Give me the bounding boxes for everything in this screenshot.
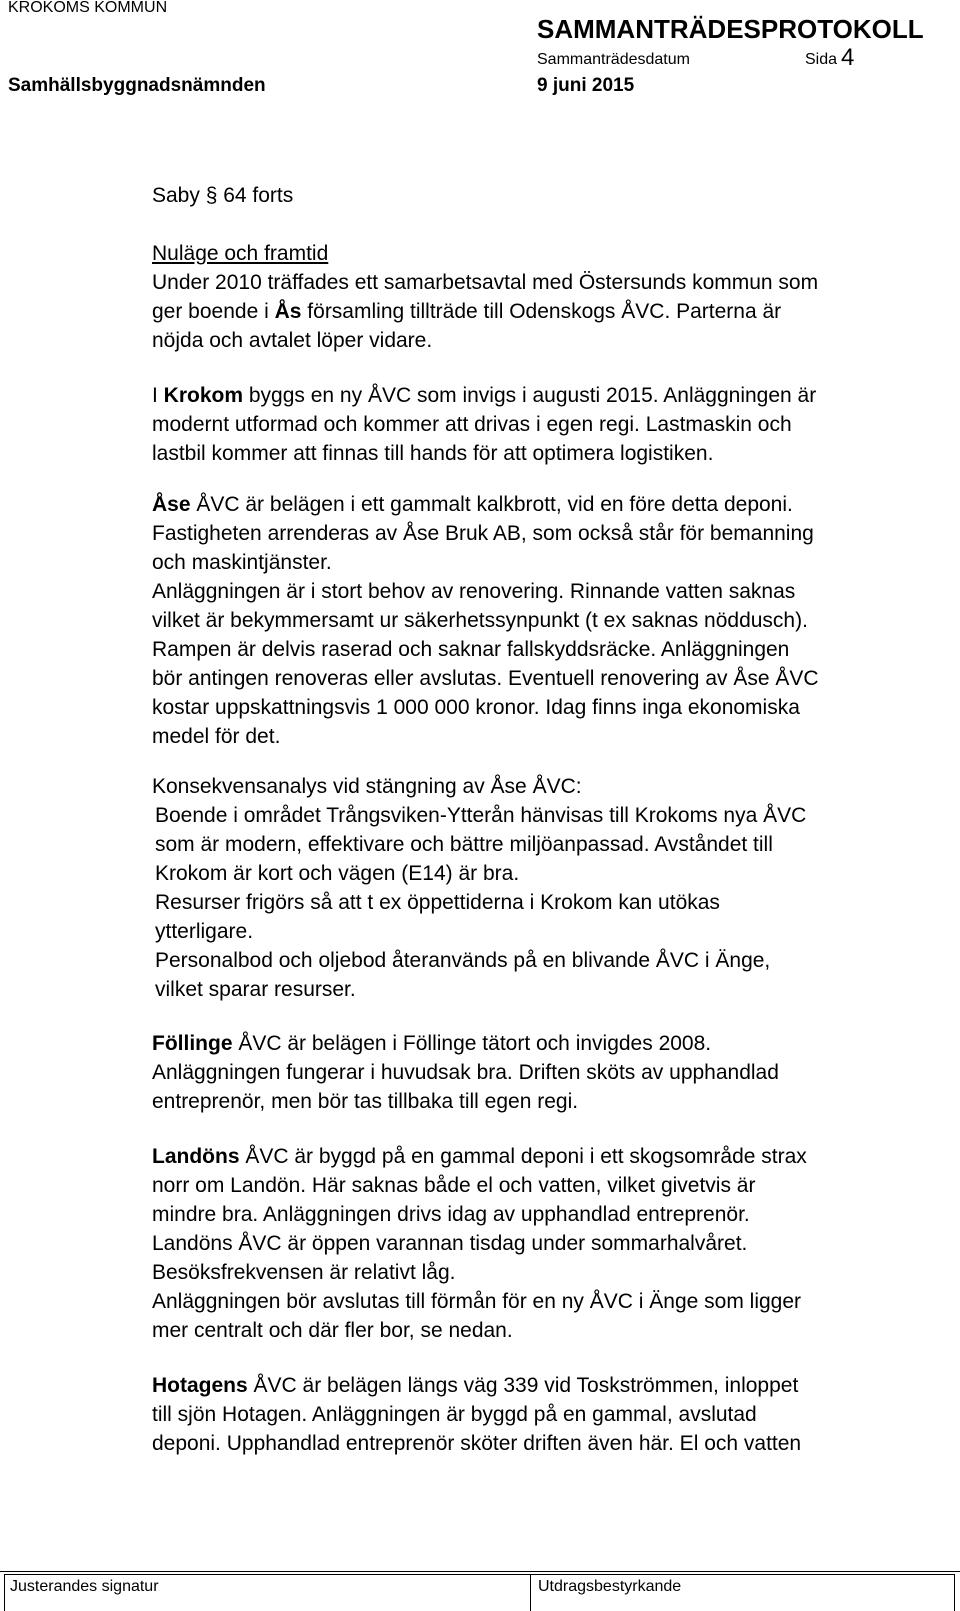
text-line: nöjda och avtalet löper vidare. bbox=[152, 329, 433, 352]
extract-certification-label: Utdragsbestyrkande bbox=[538, 1578, 682, 1595]
text-line: Resurser frigörs så att t ex öppettiderna i Krokom kan utökas bbox=[155, 891, 720, 914]
text-line: till sjön Hotagen. Anläggningen är byggd på en gammal, avslutad bbox=[152, 1403, 757, 1426]
text-line: kostar uppskattningsvis 1 000 000 kronor. Idag finns inga ekonomiska bbox=[152, 696, 800, 719]
text-line: Anläggningen fungerar i huvudsak bra. Driften sköts av upphandlad bbox=[152, 1061, 779, 1084]
text-line: Under 2010 träffades ett samarbetsavtal med Östersunds kommun som bbox=[152, 271, 819, 294]
footer-column-divider bbox=[530, 1574, 531, 1611]
subheading: Nuläge och framtid bbox=[152, 242, 329, 265]
text-line: medel för det. bbox=[152, 725, 281, 748]
text-line: Krokom är kort och vägen (E14) är bra. bbox=[155, 862, 520, 885]
text-line: lastbil kommer att finnas till hands för att optimera logistiken. bbox=[152, 442, 714, 465]
text-line: Besöksfrekvensen är relativt låg. bbox=[152, 1261, 456, 1284]
text-line: mer centralt och där fler bor, se nedan. bbox=[152, 1319, 513, 1342]
text-line: modernt utformad och kommer att drivas i egen regi. Lastmaskin och bbox=[152, 413, 792, 436]
committee-name: Samhällsbyggnadsnämnden bbox=[8, 75, 266, 96]
text-line: Anläggningen är i stort behov av renovering. Rinnande vatten saknas bbox=[152, 580, 796, 603]
analysis-heading: Konsekvensanalys vid stängning av Åse ÅVC: bbox=[152, 775, 582, 798]
text-line: I Krokom byggs en ny ÅVC som invigs i augusti 2015. Anläggningen är bbox=[152, 384, 817, 407]
text-line: vilket är bekymmersamt ur säkerhetssynpunkt (t ex saknas nöddusch). bbox=[152, 609, 808, 632]
text-line: Boende i området Trångsviken-Ytterån hänvisas till Krokoms nya ÅVC bbox=[155, 804, 807, 827]
page-label: Sida bbox=[805, 51, 838, 68]
text-line: entreprenör, men bör tas tillbaka till egen regi. bbox=[152, 1090, 579, 1113]
signature-label: Justerandes signatur bbox=[10, 1578, 159, 1595]
text-line: och maskintjänster. bbox=[152, 551, 332, 574]
footer-divider bbox=[0, 1571, 960, 1572]
text-line: Personalbod och oljebod återanvänds på en blivande ÅVC i Änge, bbox=[155, 949, 771, 972]
text-line: norr om Landön. Här saknas både el och vatten, vilket givetvis är bbox=[152, 1174, 756, 1197]
meeting-date: 9 juni 2015 bbox=[537, 75, 635, 96]
text-line: Landöns ÅVC är byggd på en gammal deponi i ett skogsområde strax bbox=[152, 1145, 807, 1168]
organisation-name: KROKOMS KOMMUN bbox=[8, 0, 168, 16]
document-type: SAMMANTRÄDESPROTOKOLL bbox=[537, 14, 924, 44]
text-line: som är modern, effektivare och bättre miljöanpassad. Avståndet till bbox=[155, 833, 773, 856]
section-title: Saby § 64 forts bbox=[152, 184, 294, 207]
text-line: ger boende i Ås församling tillträde till Odenskogs ÅVC. Parterna är bbox=[152, 300, 782, 323]
text-line: Anläggningen bör avslutas till förmån för en ny ÅVC i Änge som ligger bbox=[152, 1290, 802, 1313]
text-line: deponi. Upphandlad entreprenör sköter driften även här. El och vatten bbox=[152, 1432, 802, 1455]
text-line: bör antingen renoveras eller avslutas. Eventuell renovering av Åse ÅVC bbox=[152, 667, 819, 690]
text-line: Åse ÅVC är belägen i ett gammalt kalkbrott, vid en före detta deponi. bbox=[152, 493, 793, 516]
page-number: 4 bbox=[841, 44, 855, 71]
text-line: ytterligare. bbox=[155, 920, 254, 943]
text-line: vilket sparar resurser. bbox=[155, 978, 356, 1001]
text-line: Landöns ÅVC är öppen varannan tisdag under sommarhalvåret. bbox=[152, 1232, 748, 1255]
text-line: Föllinge ÅVC är belägen i Föllinge tätort och invigdes 2008. bbox=[152, 1032, 712, 1055]
text-line: Hotagens ÅVC är belägen längs väg 339 vid Toskströmmen, inloppet bbox=[152, 1374, 799, 1397]
text-line: Rampen är delvis raserad och saknar fallskyddsräcke. Anläggningen bbox=[152, 638, 790, 661]
text-line: Fastigheten arrenderas av Åse Bruk AB, som också står för bemanning bbox=[152, 522, 814, 545]
text-line: mindre bra. Anläggningen drivs idag av upphandlad entreprenör. bbox=[152, 1203, 750, 1226]
meeting-date-label: Sammanträdesdatum bbox=[537, 51, 690, 68]
